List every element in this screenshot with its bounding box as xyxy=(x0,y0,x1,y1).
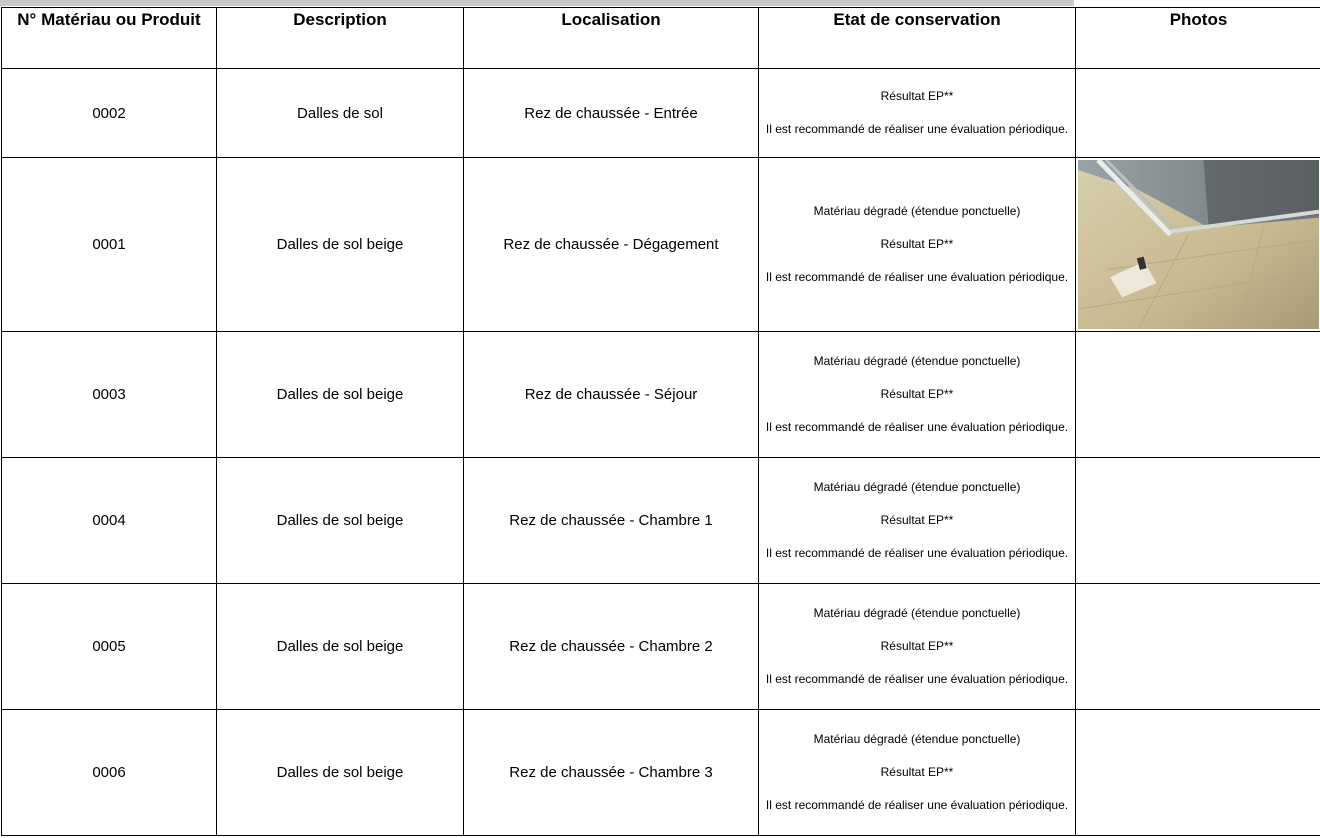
cell-localisation: Rez de chaussée - Dégagement xyxy=(464,158,759,332)
floor-tile-photo xyxy=(1078,160,1319,329)
state-line: Matériau dégradé (étendue ponctuelle) xyxy=(813,732,1021,746)
state-line: Résultat EP** xyxy=(880,639,954,653)
state-line: Matériau dégradé (étendue ponctuelle) xyxy=(813,354,1021,368)
state-line: Il est recommandé de réaliser une évaluation périodique. xyxy=(765,546,1069,560)
cell-material-no: 0002 xyxy=(2,69,217,158)
cell-state xyxy=(759,710,1076,836)
state-line: Il est recommandé de réaliser une évaluation périodique. xyxy=(765,798,1069,812)
heading-band xyxy=(0,0,1074,6)
table-row xyxy=(2,332,1320,458)
header-localisation: Localisation xyxy=(464,8,759,69)
cell-localisation: Rez de chaussée - Chambre 2 xyxy=(464,584,759,710)
state-line: Matériau dégradé (étendue ponctuelle) xyxy=(813,480,1021,494)
table-row xyxy=(2,710,1320,836)
cell-photo xyxy=(1076,69,1320,158)
cell-localisation: Rez de chaussée - Entrée xyxy=(464,69,759,158)
table-header-row xyxy=(2,8,1320,69)
cell-state xyxy=(759,332,1076,458)
cell-material-no: 0005 xyxy=(2,584,217,710)
state-line: Il est recommandé de réaliser une évaluation périodique. xyxy=(765,672,1069,686)
cell-description: Dalles de sol beige xyxy=(217,710,464,836)
cropped-section-heading xyxy=(0,0,1074,7)
cell-state xyxy=(759,158,1076,332)
table-row xyxy=(2,69,1320,158)
cell-localisation: Rez de chaussée - Séjour xyxy=(464,332,759,458)
cell-material-no: 0003 xyxy=(2,332,217,458)
cell-description: Dalles de sol xyxy=(217,69,464,158)
state-line: Résultat EP** xyxy=(880,765,954,779)
cell-material-no: 0001 xyxy=(2,158,217,332)
materials-table xyxy=(1,7,1320,836)
header-description: Description xyxy=(217,8,464,69)
cell-photo xyxy=(1076,710,1320,836)
cell-material-no: 0004 xyxy=(2,458,217,584)
table-row xyxy=(2,158,1320,332)
header-state: Etat de conservation xyxy=(759,8,1076,69)
state-line: Il est recommandé de réaliser une évaluation périodique. xyxy=(765,270,1069,284)
cell-localisation: Rez de chaussée - Chambre 3 xyxy=(464,710,759,836)
cell-photo xyxy=(1076,584,1320,710)
cell-description: Dalles de sol beige xyxy=(217,584,464,710)
table-row xyxy=(2,458,1320,584)
cell-state xyxy=(759,458,1076,584)
cell-state xyxy=(759,69,1076,158)
header-photos: Photos xyxy=(1076,8,1320,69)
header-material-no: N° Matériau ou Produit xyxy=(2,8,217,69)
state-line: Résultat EP** xyxy=(880,513,954,527)
cell-photo xyxy=(1076,332,1320,458)
state-line: Il est recommandé de réaliser une évaluation périodique. xyxy=(765,122,1069,136)
state-line: Résultat EP** xyxy=(880,237,954,251)
state-line: Résultat EP** xyxy=(880,387,954,401)
cell-description: Dalles de sol beige xyxy=(217,332,464,458)
table-row xyxy=(2,584,1320,710)
cell-state xyxy=(759,584,1076,710)
cell-photo xyxy=(1076,158,1320,332)
cell-description: Dalles de sol beige xyxy=(217,158,464,332)
state-line: Il est recommandé de réaliser une évaluation périodique. xyxy=(765,420,1069,434)
cell-material-no: 0006 xyxy=(2,710,217,836)
cell-photo xyxy=(1076,458,1320,584)
cell-localisation: Rez de chaussée - Chambre 1 xyxy=(464,458,759,584)
state-line: Matériau dégradé (étendue ponctuelle) xyxy=(813,204,1021,218)
state-line: Résultat EP** xyxy=(880,89,954,103)
state-line: Matériau dégradé (étendue ponctuelle) xyxy=(813,606,1021,620)
cell-description: Dalles de sol beige xyxy=(217,458,464,584)
